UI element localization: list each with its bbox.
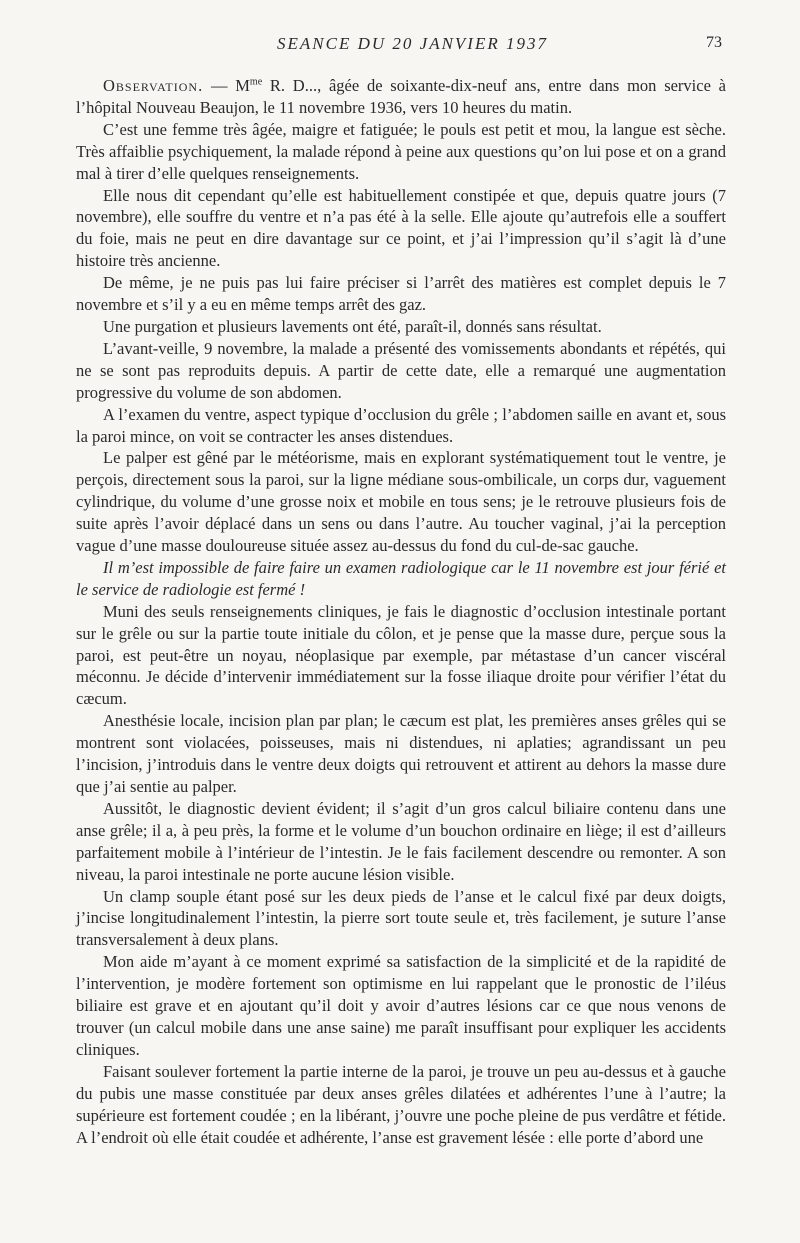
paragraph: Faisant soulever fortement la partie interne de la paroi, je trouve un peu au-dessus et à gauche du pubis une masse constituée par deux anses grêles dilatées et adhérentes l’une à l’autre; la supérieure est fortement coudée ; en la libérant, j’ouvre une poche pleine de pus verdâtre et fétide. A l’endroit où elle était coudée et adhérente, l’anse est gravement lésée : elle porte d’abord une xyxy=(76,1061,726,1147)
paragraph: Muni des seuls renseignements cliniques, je fais le diagnostic d’occlusion intestinale portant sur le grêle ou sur la partie toute initiale du côlon, et je pense que la masse dure, perçue sous la paroi, est peut-être un noyau, néoplasique par exemple, par métastase d’un cancer viscéral méconnu. Je décide d’intervenir immédiatement sur la fosse iliaque droite pour vérifier l’état du cæcum. xyxy=(76,601,726,709)
observation-paragraph xyxy=(76,75,726,119)
paragraph: Un clamp souple étant posé sur les deux pieds de l’anse et le calcul fixé par deux doigts, j’incise longitudinalement l’intestin, la pierre sort toute seule et, très facilement, je suture l’anse transversalement à deux plans. xyxy=(76,886,726,950)
running-head-title: SEANCE DU 20 JANVIER 1937 xyxy=(277,34,548,53)
paragraph: De même, je ne puis pas lui faire préciser si l’arrêt des matières est complet depuis le 7 novembre et s’il y a eu en même temps arrêt des gaz. xyxy=(76,273,726,315)
paragraph: L’avant-veille, 9 novembre, la malade a présenté des vomissements abondants et répétés, qui ne se sont pas reproduits depuis. A partir de cette date, elle a remarqué une augmentation progressive du volume de son abdomen. xyxy=(76,338,726,402)
paragraph: Une purgation et plusieurs lavements ont été, paraît-il, donnés sans résultat. xyxy=(103,316,602,336)
observation-label: Observation. xyxy=(103,76,204,95)
observation-dash: — xyxy=(203,76,236,95)
honorific-superscript: me xyxy=(249,76,263,88)
paragraph: Aussitôt, le diagnostic devient évident; il s’agit d’un gros calcul biliaire contenu dans une anse grêle; il a, à peu près, la forme et le volume d’un bouchon ordinaire en liège; il est d’ailleurs parfaitement mobile à l’intérieur de l’intestin. Je le fais facilement descendre ou remonter. A son niveau, la paroi intestinale ne porte aucune lésion visible. xyxy=(76,798,726,884)
paragraph: A l’examen du ventre, aspect typique d’occlusion du grêle ; l’abdomen saille en avant et, sous la paroi mince, on voit se contracter les anses distendues. xyxy=(76,404,726,446)
paragraph: Elle nous dit cependant qu’elle est habituellement constipée et que, depuis quatre jours (7 novembre), elle souffre du ventre et n’a pas été à la selle. Elle ajoute qu’autrefois elle a souffert du foie, mais ne peut en dire davantage sur ce point, et j’ai l’impression qu’il s’agit là d’une histoire très ancienne. xyxy=(76,185,726,271)
paragraph: Mon aide m’ayant à ce moment exprimé sa satisfaction de la simplicité et de la rapidité de l’intervention, je modère fortement son optimisme en lui rappelant que le pronostic de l’iléus biliaire est grave et en ajoutant qu’il doit y avoir d’autres lésions car ce que nous venons de trouver (un calcul mobile dans une anse saine) me paraît insuffisant pour expliquer les accidents cliniques. xyxy=(76,952,726,1059)
observation-text: R. D..., âgée de soixante-dix-neuf ans, entre dans mon service à l’hôpital Nouveau Beaujon, le 11 novembre 1936, vers 10 heures du matin. xyxy=(76,76,726,117)
body-text xyxy=(76,75,726,1148)
paragraph: Anesthésie locale, incision plan par plan; le cæcum est plat, les premières anses grêles qui se montrent sont violacées, poisseuses, mais ni distendues, ni aplaties; agrandissant un peu l’incision, j’introduis dans le ventre deux doigts qui retrouvent et attirent au dehors la masse dure que j’ai sentie au palper. xyxy=(76,711,726,796)
paragraph: Le palper est gêné par le météorisme, mais en explorant systématiquement tout le ventre, je perçois, directement sous la paroi, sur la ligne médiane sous-ombilicale, un corps dur, vaguement cylindrique, du volume d’une grosse noix et mobile en tous sens; je le retrouve plusieurs fois de suite après l’avoir déplacé dans un sens ou dans l’autre. Au toucher vaginal, j’ai la perception vague d’une masse douloureuse située assez au-dessus du fond du cul-de-sac gauche. xyxy=(76,448,726,556)
italic-paragraph: Il m’est impossible de faire faire un examen radiologique car le 11 novembre est jour férié et le service de radiologie est fermé ! xyxy=(76,557,726,599)
paragraph: C’est une femme très âgée, maigre et fatiguée; le pouls est petit et mou, la langue est sèche. Très affaiblie psychiquement, la malade répond à peine aux questions qu’on lui pose et on a grand mal à tirer d’elle quelques renseignements. xyxy=(76,119,726,183)
honorific: M xyxy=(235,76,250,95)
page-number: 73 xyxy=(706,34,722,51)
running-head xyxy=(103,34,722,58)
